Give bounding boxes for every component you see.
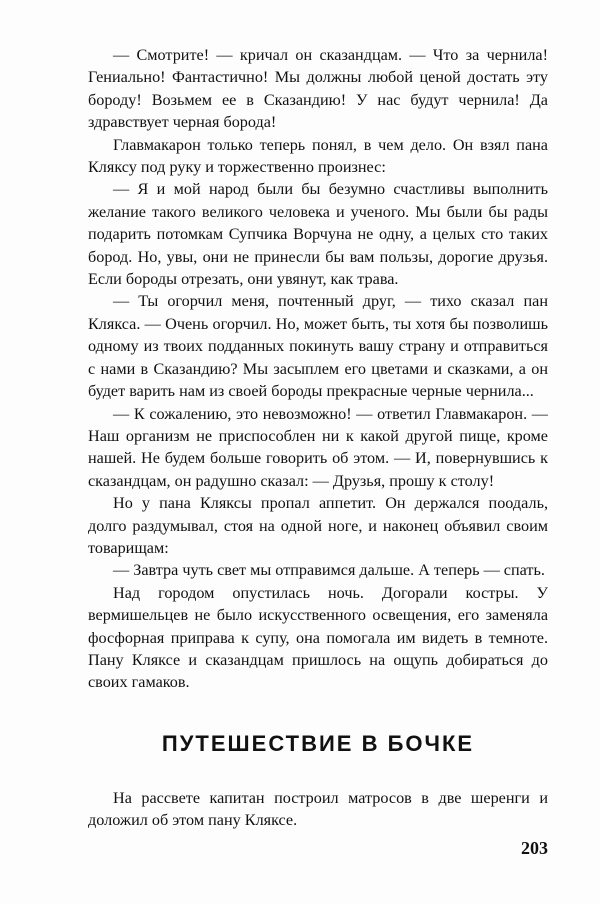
chapter-title: ПУТЕШЕСТВИЕ В БОЧКЕ [161, 731, 475, 756]
paragraph: — Ты огорчил меня, почтенный друг, — тихо сказал пан Клякса. — Очень огорчил. Но, может быть, ты хотя бы позволишь одному из твоих подданных покинуть вашу страну и отправиться с нами в Сказандию? Мы засыплем его цветами и сказками, а он будет варить нам из своей бороды прекрасные черные чернила... [88, 292, 548, 401]
page-number: 203 [521, 838, 548, 858]
chapter-text [88, 787, 548, 832]
main-text [88, 44, 548, 694]
paragraph: — К сожалению, это невозможно! — ответил Главмакарон. — Наш организм не приспособлен ни к какой другой пище, кроме нашей. Не будем больше говорить об этом. — И, повернувшись к сказандцам, он радушно сказал: — Друзья, прошу к столу! [88, 404, 548, 490]
paragraph: Но у пана Кляксы пропал аппетит. Он держался поодаль, долго раздумывал, стоя на одной ноге, и наконец объявил своим товарищам: [88, 494, 548, 557]
paragraph: — Я и мой народ были бы безумно счастливы выполнить желание такого великого человека и ученого. Мы были бы рады подарить потомкам Супчика Ворчуна не одну, а целых сто таких бород. Но, увы, они не принесли бы вам пользы, дорогие друзья. Если бороды отрезать, они увянут, как трава. [88, 180, 548, 289]
paragraph: — Завтра чуть свет мы отправимся дальше. А теперь — спать. [113, 561, 545, 580]
paragraph: Над городом опустилась ночь. Догорали костры. У вермишельцев не было искусственного освещения, его заменяла фосфорная приправа к супу, она помогала им видеть в темноте. Пану Кляксе и сказандцам пришлось на ощупь добираться до своих гамаков. [88, 583, 548, 692]
paragraph: На рассвете капитан построил матросов в две шеренги и доложил об этом пану Кляксе. [88, 789, 548, 830]
paragraph: — Смотрите! — кричал он сказандцам. — Что за чернила! Гениально! Фантастично! Мы должны любой ценой достать эту бороду! Возьмем ее в Сказандию! У нас будут чернила! Да здравствует черная борода! [88, 46, 548, 132]
paragraph: Главмакарон только теперь понял, в чем дело. Он взял пана Кляксу под руку и торжественно произнес: [88, 135, 548, 177]
